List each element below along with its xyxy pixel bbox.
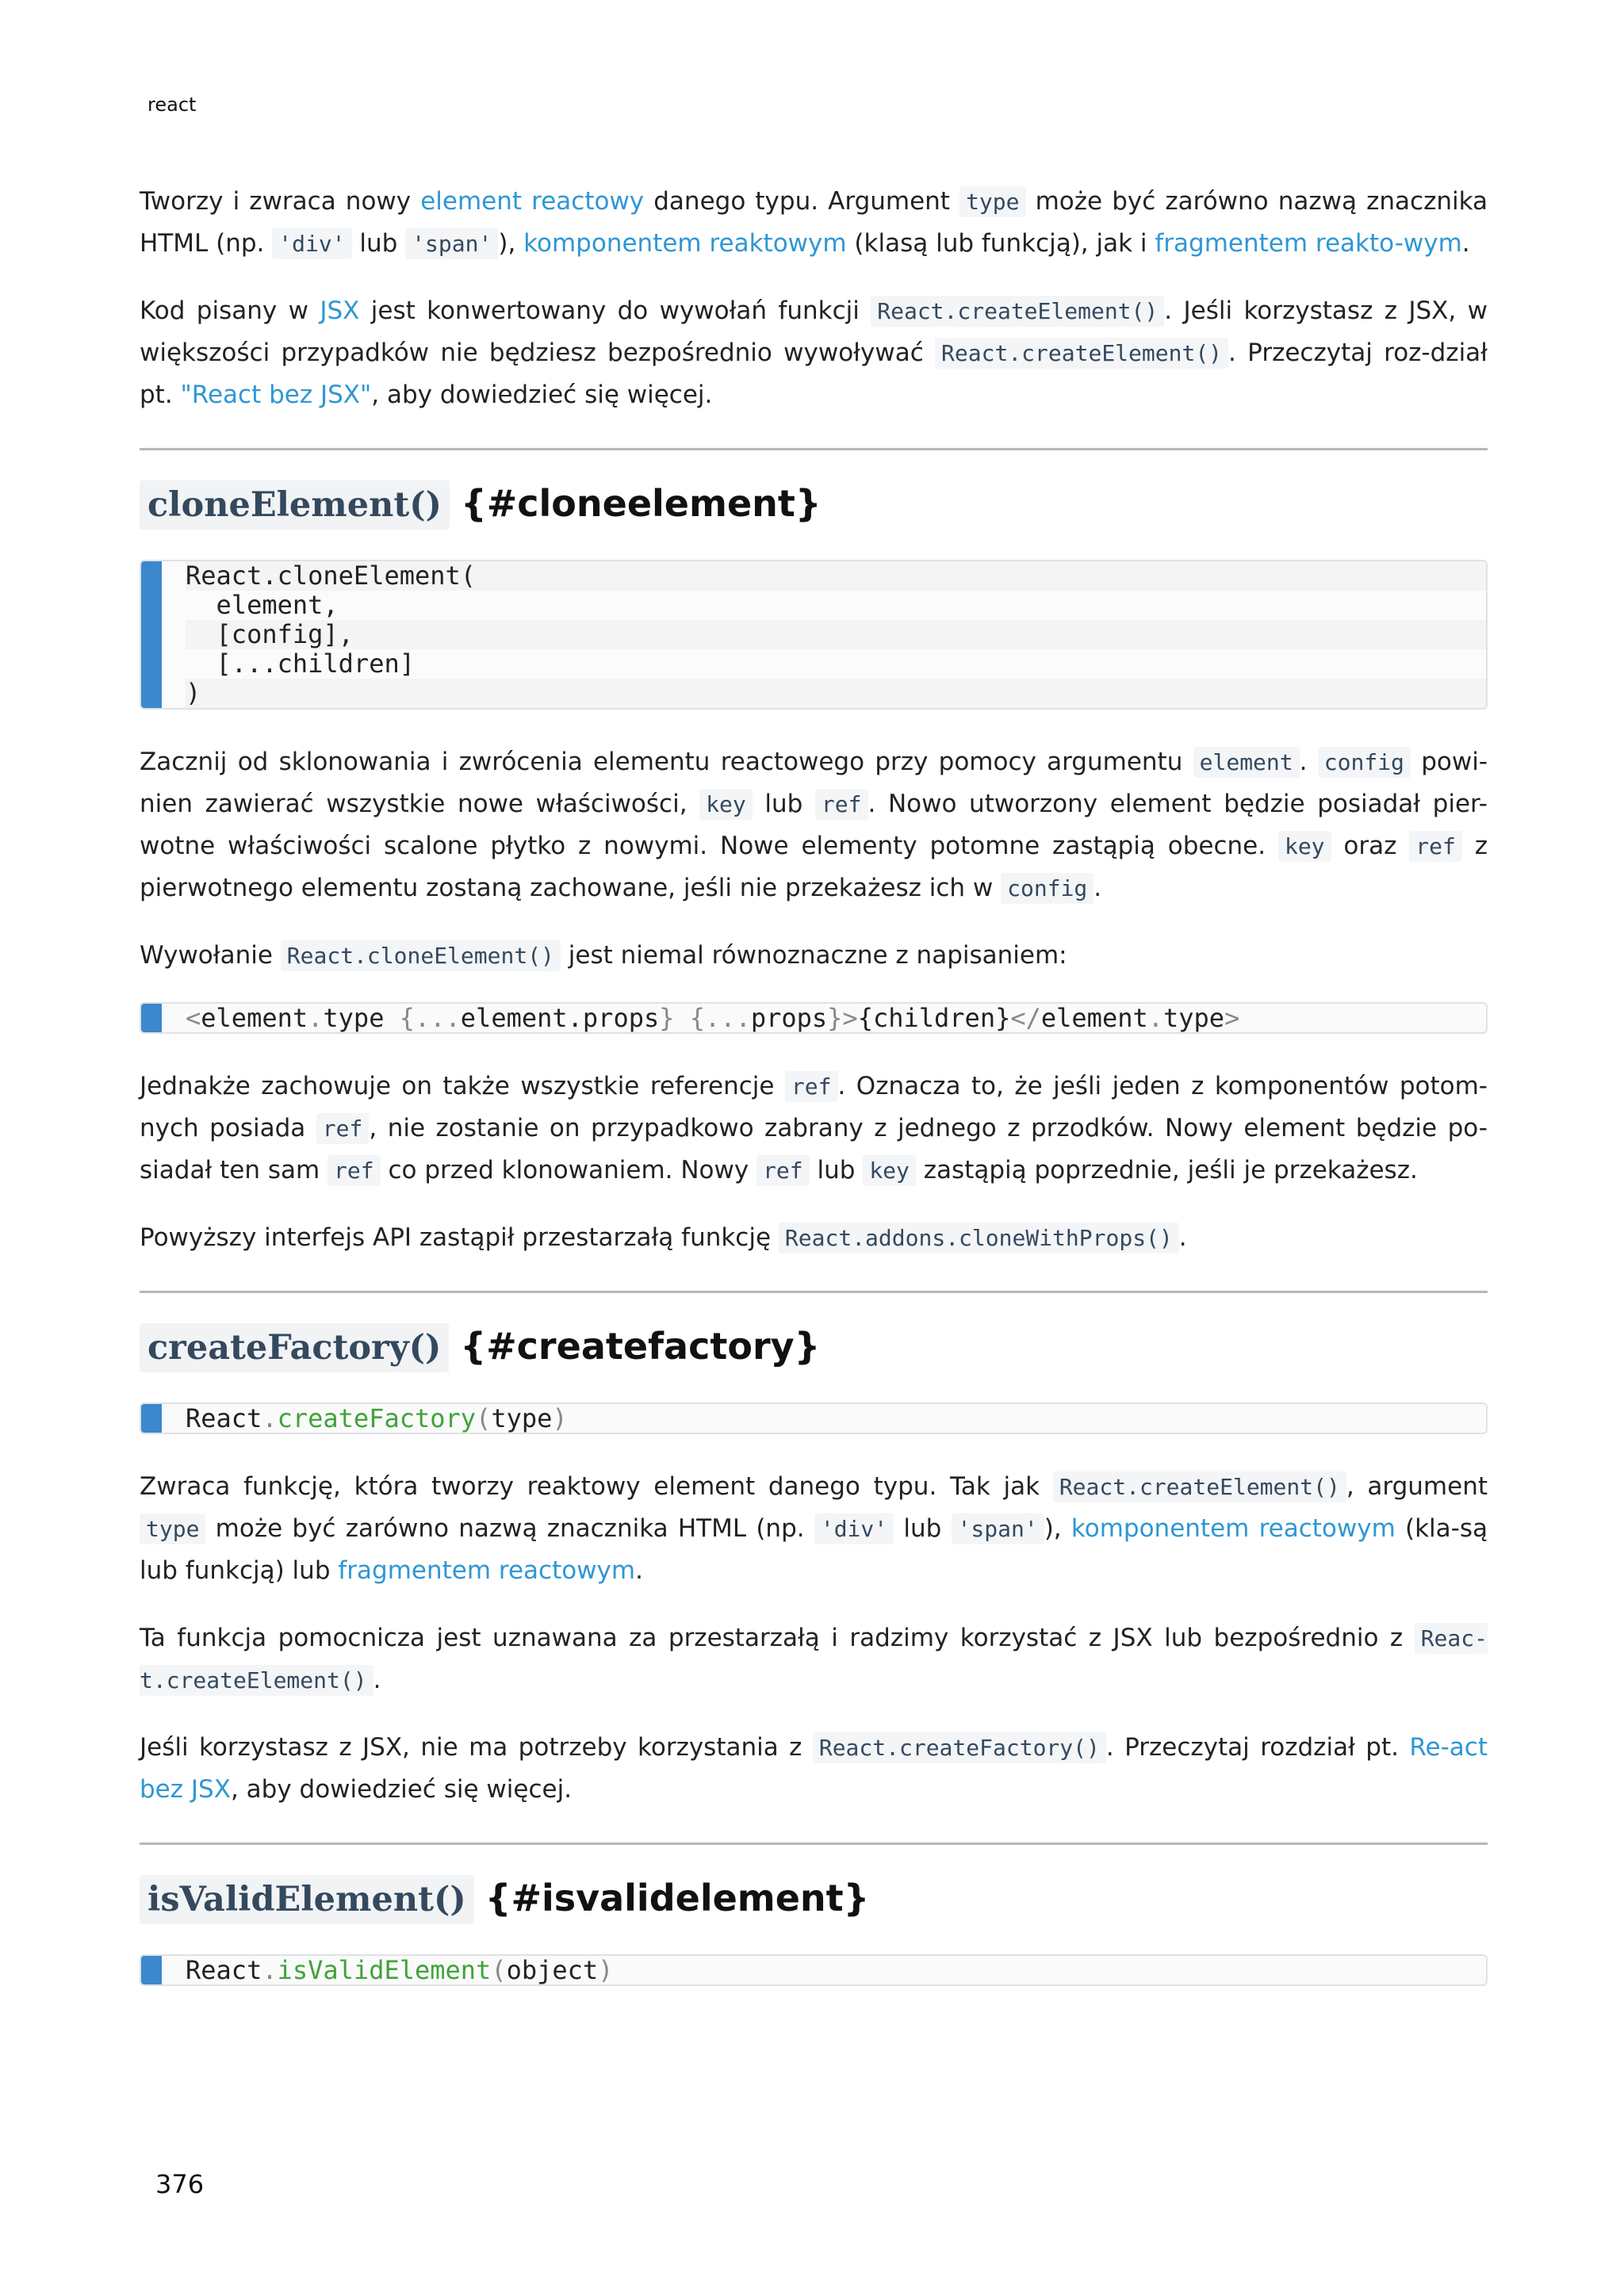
inline-code: type: [959, 186, 1025, 217]
inline-code: key: [1278, 831, 1331, 862]
heading-anchor: {#cloneelement}: [460, 482, 822, 525]
running-header: react: [147, 94, 197, 116]
inline-code: React.createElement(): [1053, 1471, 1346, 1502]
heading-code: createFactory(): [140, 1323, 449, 1372]
intro-paragraph-1: Tworzy i zwraca nowy element reactowy danego typu. Argument type może być zarówno nazwą znacznika HTML (np. 'div' lub 'span' ), komponentem reaktowym (klasą lub funkcją), jak i fragmentem reakto-wym.: [140, 187, 1488, 258]
factory-paragraph-3: Jeśli korzystasz z JSX, nie ma potrzeby korzystania z React.createFactory() . Przeczytaj rozdział pt. Re-act bez JSX, aby dowiedzieć się więcej.: [140, 1733, 1488, 1804]
inline-code: ref: [785, 1071, 838, 1102]
factory-paragraph-1: Zwraca funkcję, która tworzy reaktowy element danego typu. Tak jak React.createElement() , argument type może być zarówno nazwą znacznika HTML (np. 'div' lub 'span' ), komponentem reactowym (kla-są lub funkcją) lub fragmentem reactowym.: [140, 1472, 1488, 1585]
inline-code: ref: [327, 1155, 381, 1186]
code-block-cloneelement: [140, 560, 1488, 710]
code-block-createfactory: React.createFactory(type): [140, 1402, 1488, 1434]
clone-paragraph-2: Wywołanie React.cloneElement() jest niemal równoznaczne z napisaniem:: [140, 941, 1067, 970]
clone-paragraph-1: Zacznij od sklonowania i zwrócenia elementu reactowego przy pomocy argumentu element . config powi-nien zawierać wszystkie nowe właściwości, key lub ref . Nowo utworzony element będzie posiadał pier-wotne właściwości scalone płytko z nowymi. Nowe elementy potomne zastąpią obecne. key oraz ref z pierwotnego elementu zostaną zachowane, jeśli nie przekażesz ich w config .: [140, 748, 1488, 902]
section-divider: [140, 448, 1488, 450]
inline-code: React.createElement(): [871, 296, 1164, 327]
link-react-bez-jsx[interactable]: "React bez JSX": [180, 381, 372, 409]
code-block-accent-bar: [141, 561, 162, 708]
inline-code: React.cloneElement(): [281, 940, 561, 971]
heading-code: cloneElement(): [140, 480, 450, 530]
inline-code: type: [140, 1513, 205, 1544]
section-divider: [140, 1843, 1488, 1845]
link-element-reactowy[interactable]: element reactowy: [420, 187, 645, 216]
inline-code: element: [1193, 747, 1300, 778]
clone-paragraph-4: Powyższy interfejs API zastąpił przestarzałą funkcję React.addons.cloneWithProps() .: [140, 1223, 1187, 1252]
code-line: ): [186, 679, 1486, 708]
factory-paragraph-2: Ta funkcja pomocnicza jest uznawana za przestarzałą i radzimy korzystać z JSX lub bezpośrednio z Reac-t.createElement() .: [140, 1624, 1488, 1694]
inline-code: key: [699, 789, 753, 820]
inline-code: 'div': [272, 228, 351, 259]
inline-code: ref: [756, 1155, 810, 1186]
heading-anchor: {#createfactory}: [460, 1325, 821, 1368]
code-line: [config],: [186, 620, 1486, 649]
link-react-bez-jsx[interactable]: Re-act bez JSX: [140, 1733, 1488, 1804]
inline-code: Reac-t.createElement(): [140, 1623, 1488, 1696]
inline-code: ref: [316, 1113, 370, 1144]
link-fragmentem-reactowym[interactable]: fragmentem reactowym: [338, 1556, 636, 1585]
inline-code: ref: [815, 789, 868, 820]
code-line: element,: [186, 590, 339, 620]
code-block-accent-bar: [141, 1004, 162, 1032]
section-heading-createfactory: [140, 1320, 1488, 1374]
heading-anchor: {#isvalidelement}: [485, 1877, 870, 1919]
code-block-accent-bar: [141, 1956, 162, 1984]
inline-code: React.createElement(): [935, 338, 1228, 369]
code-block-isvalidelement: React.isValidElement(object): [140, 1954, 1488, 1986]
section-heading-isvalidelement: [140, 1872, 1488, 1926]
inline-code: key: [863, 1155, 916, 1186]
clone-paragraph-3: Jednakże zachowuje on także wszystkie referencje ref . Oznacza to, że jeśli jeden z komponentów potom-nych posiada ref , nie zostanie on przypadkowo zabrany z jednego z przodków. Nowy element będzie po-siadał ten sam ref co przed klonowaniem. Nowy ref lub key zastąpią poprzednie, jeśli je przekażesz.: [140, 1072, 1488, 1184]
link-komponentem-reaktowym[interactable]: komponentem reaktowym: [523, 229, 847, 258]
heading-code: isValidElement(): [140, 1875, 474, 1924]
link-jsx[interactable]: JSX: [320, 297, 360, 325]
link-fragmentem-reaktowym[interactable]: fragmentem reakto-wym: [1155, 229, 1462, 258]
code-block-accent-bar: [141, 1404, 162, 1433]
code-block-jsx-equivalent: <element.type {...element.props} {...props}>{children}</element.type>: [140, 1002, 1488, 1034]
intro-paragraph-2: Kod pisany w JSX jest konwertowany do wywołań funkcji React.createElement() . Jeśli korzystasz z JSX, w większości przypadków nie będziesz bezpośrednio wywoływać React.createElement() . Przeczytaj roz-dział pt. "React bez JSX", aby dowiedzieć się więcej.: [140, 297, 1488, 409]
code-line: [...children]: [186, 649, 415, 679]
section-heading-cloneelement: [140, 477, 1488, 531]
inline-code: ref: [1409, 831, 1462, 862]
inline-code: React.createFactory(): [813, 1732, 1106, 1763]
inline-code: React.addons.cloneWithProps(): [779, 1223, 1179, 1253]
inline-code: 'span': [952, 1513, 1044, 1544]
section-divider: [140, 1291, 1488, 1293]
code-line: React.cloneElement(: [186, 561, 1486, 591]
inline-code: config: [1318, 747, 1411, 778]
inline-code: config: [1001, 873, 1094, 904]
inline-code: 'span': [405, 228, 498, 259]
page-content: [140, 181, 1488, 2018]
page-number: 376: [155, 2169, 205, 2199]
inline-code: 'div': [814, 1513, 894, 1544]
link-komponentem-reactowym[interactable]: komponentem reactowym: [1071, 1514, 1396, 1543]
